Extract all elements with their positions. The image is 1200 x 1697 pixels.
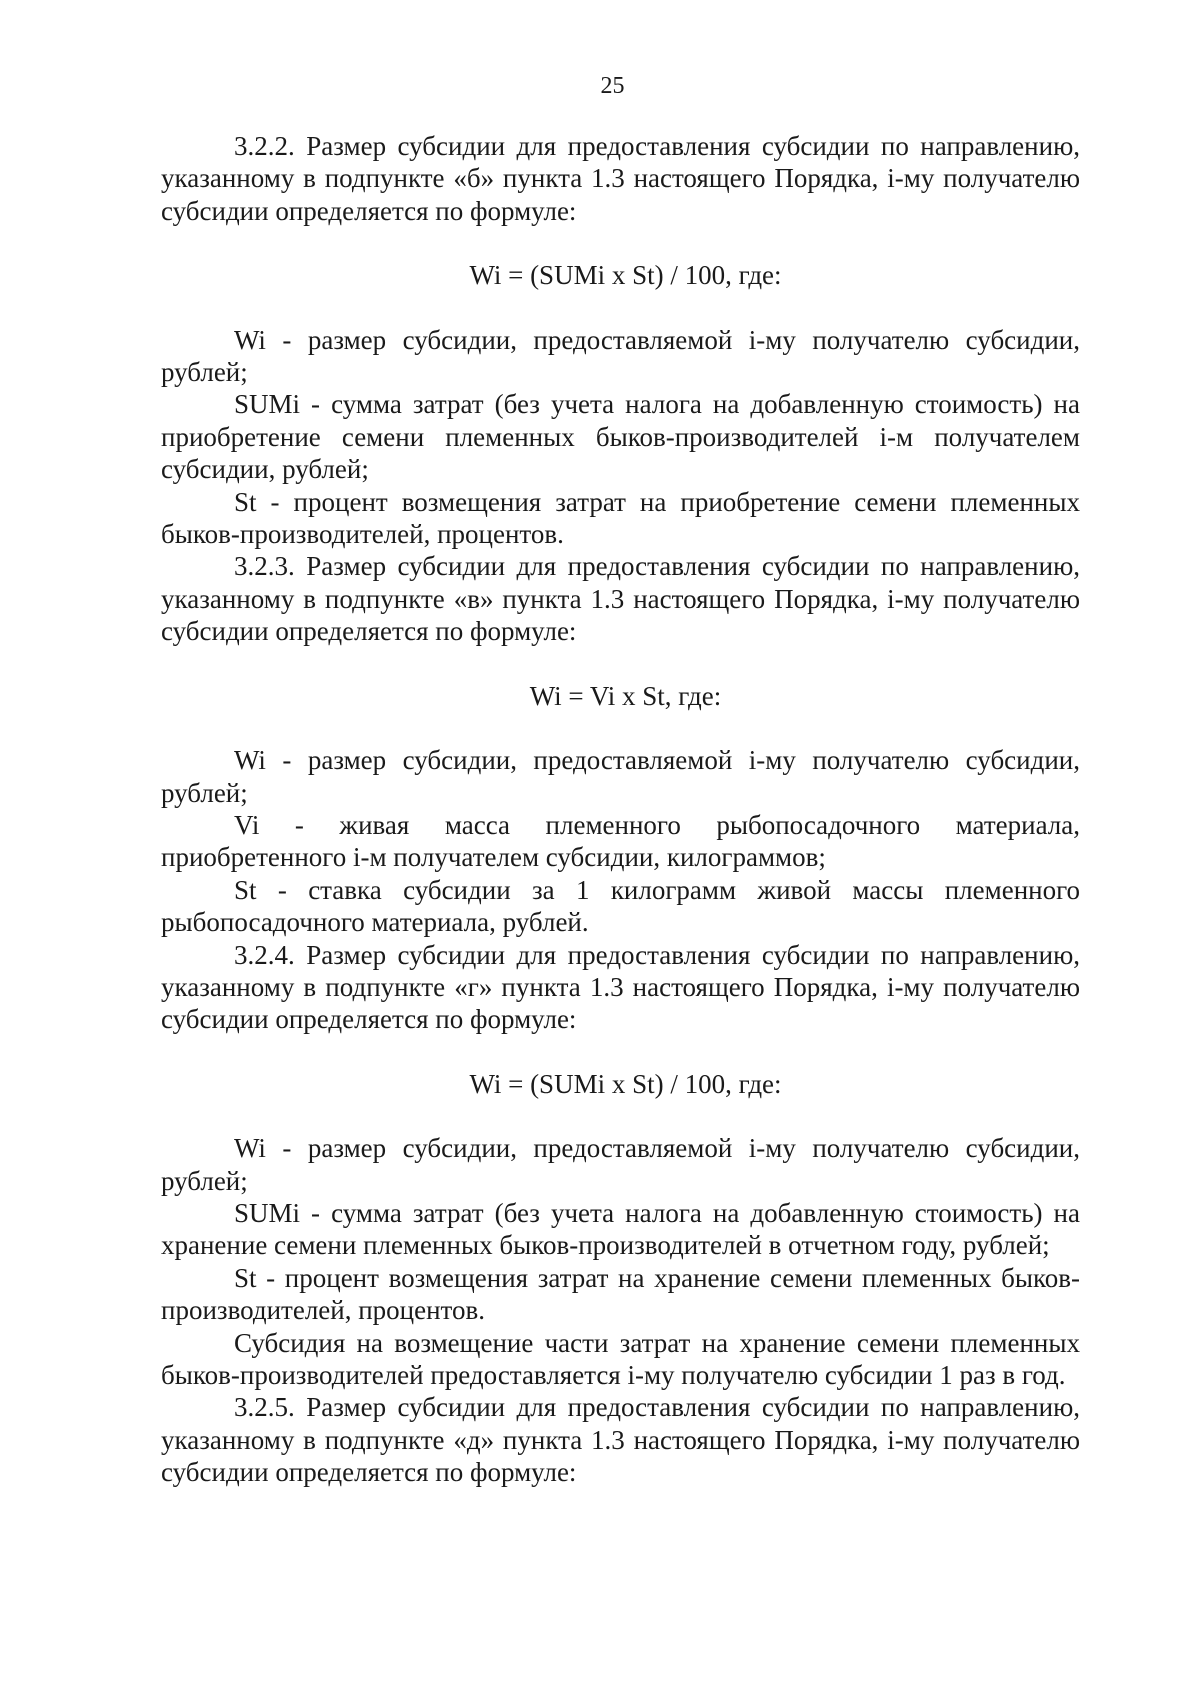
definition-sumi: SUMi - сумма затрат (без учета налога на добавленную стоимость) на приобретение семени племенных быков-производителей i-м получателем субсидии, рублей; [161,389,1080,485]
document-body [161,130,1080,1489]
paragraph-3-2-3: 3.2.3. Размер субсидии для предоставления субсидии по направлению, указанному в подпункте «в» пункта 1.3 настоящего Порядка, i-му получателю субсидии определяется по формуле: [161,551,1080,647]
definition-vi: Vi - живая масса племенного рыбопосадочного материала, приобретенного i-м получателем субсидии, килограммов; [161,809,1080,873]
definition-sumi: SUMi - сумма затрат (без учета налога на добавленную стоимость) на хранение семени племенных быков-производителей в отчетном году, рублей; [161,1197,1080,1261]
definition-wi: Wi - размер субсидии, предоставляемой i-му получателю субсидии, рублей; [161,745,1080,808]
formula-sum-percent: Wi = (SUMi x St) / 100, где: [469,1068,782,1099]
definition-wi: Wi - размер субсидии, предоставляемой i-му получателю субсидии, рублей; [161,324,1080,388]
formula-mass-rate: Wi = Vi x St, где: [529,680,722,711]
formula-sum-percent: Wi = (SUMi x St) / 100, где: [469,260,782,291]
definition-st: St - ставка субсидии за 1 килограмм живой массы племенного рыбопосадочного материала, рублей. [161,874,1080,938]
paragraph-frequency-note: Субсидия на возмещение части затрат на хранение семени племенных быков-производителей предоставляется i-му получателю субсидии 1 раз в год. [161,1327,1080,1390]
paragraph-3-2-2: 3.2.2. Размер субсидии для предоставления субсидии по направлению, указанному в подпункте «б» пункта 1.3 настоящего Порядка, i-му получателю субсидии определяется по формуле: [161,131,1080,226]
definition-wi: Wi - размер субсидии, предоставляемой i-му получателю субсидии, рублей; [161,1133,1080,1196]
paragraph-3-2-4: 3.2.4. Размер субсидии для предоставления субсидии по направлению, указанному в подпункте «г» пункта 1.3 настоящего Порядка, i-му получателю субсидии определяется по формуле: [161,939,1080,1035]
paragraph-3-2-5: 3.2.5. Размер субсидии для предоставления субсидии по направлению, указанному в подпункте «д» пункта 1.3 настоящего Порядка, i-му получателю субсидии определяется по формуле: [161,1392,1080,1488]
page-number: 25 [600,73,625,99]
definition-st: St - процент возмещения затрат на приобретение семени племенных быков-производителей, процентов. [161,486,1080,550]
definition-st: St - процент возмещения затрат на хранение семени племенных быков-производителей, процентов. [161,1262,1080,1326]
